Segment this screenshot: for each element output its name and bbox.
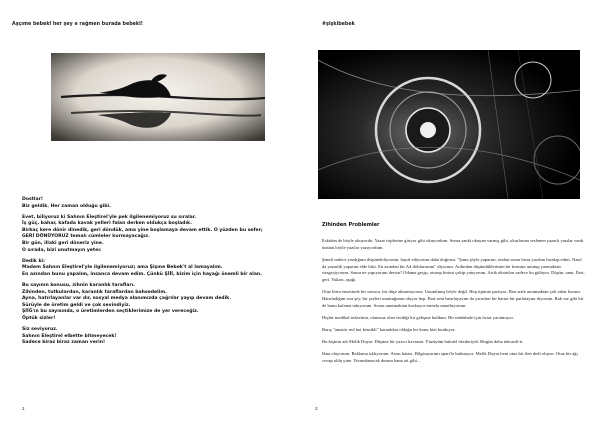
right-page-header: #şişkibebek [322, 22, 355, 27]
right-page-body [322, 238, 587, 370]
body-paragraph: Barış "amatör red hot kemikli" karanlıkta olduğu bir konu bizi bırakıyor. [322, 327, 456, 333]
left-page-header: Aşçıme bebekl her şey e rağmen burada bebekl! [12, 22, 143, 27]
intro-paragraph: Dostlar! Biz geldik. Her zaman olduğu gibi. [22, 197, 111, 209]
body-paragraph: Hiçbir medikal tedavinin, olumsuz olan verdiği bir gelişme buldum. Bir müdahale için fırsat yaratmıyor. [322, 314, 514, 320]
section-title: Zihinden Problemler [322, 222, 380, 228]
body-paragraph: Bu kişinin adı Melik Duyar. Düşüne bir yazıcı kavramı. Yüzüyüm bulutel eksileriydi. Birgün daha tekrardi-ti. [322, 339, 524, 345]
body-paragraph: Eskiden de böyle okuyordu. Yazar triplerine giriyor gibi okuyordum. Sonra sanki okuyan varmış gibi, okurlarına seslenen yazarlı yazılar vardı üstünü böyle yazılar yazıyordum. [322, 238, 584, 250]
crow-silhouette-icon [51, 53, 265, 141]
left-page-body [22, 197, 284, 351]
right-page-number: 2 [315, 407, 318, 412]
paragraph-3: Bu sayının konusu, zihnin karanlık tarafları. Zihinden, tutkulardan, karanlık taraflardan bahsedelim. Ayna, hatırlayanlar var dır, sosyal medya alanımızda çağrılar yayıp devam dedik. Sürüyle de öretim geldi ve çok sevindiyiz. ŞİİĞ'ın bu sayısında, o üretimlerden seçtiklerimize de yer vereceğiz. Öptük sizler! [22, 283, 231, 321]
body-paragraph: İkna oluyorum. Reklama tıklıyorum. Asrın hatası. Bilgisayarımı aparı'le bulmuyor: Melik Duyar beni otuz bir ilen dedi oluyor. Otuz bir ağı cevap oldu yine. Yorumlanacak durum bana ait gibi... [322, 351, 578, 364]
crow-on-branch-photo [51, 53, 265, 141]
body-paragraph: Şimdi sadece yazdığımı düşünebiliyorum, hayal ediyorum daha doğrusu. "Şunu şöyle yaparım, ondan sonra biraz yazdım bırakıp edim. Nasıl da yazarlık yaparım elde bitti. En azından bir A4 doldururum" diyorum. Ardından düşündüklerimin bir kısmını unutup yazmaktan vazgeçiyorum. Sonra ne yapıyorum dersin? Odama geçip, oturup birimi çekip yatıyorum. Artık ekranları sadece bu gülüyor. Düşün, unut. İleri, geri. Yukarı, aşağı. [322, 256, 585, 283]
abstract-circles-icon [318, 50, 580, 199]
paragraph-2: Dedik ki: Madem Sahnın Eleştirel'yle ilgilenemiyoruz; ama Şişme Bebek't al lamayalım. En azından bunu yapalım, insanca devam edim. Çünkü Şİİİ, bizim için hayağı önemli bir alan. [22, 258, 262, 277]
closing-paragraph: Siz seviyoruz. Sahnın Eleştirel elbette bitmeyecek! Sadece biraz biraz zaman verin! [22, 327, 117, 346]
left-page-number: 1 [22, 407, 25, 412]
right-page [300, 0, 600, 424]
body-paragraph: Otuz birin ensesinde bir sonuca, bir düşe aktarmıyoruz. Unutulmuş böyle değil. Hep tipimiz partiyor. Ben artık unutmaktan çok rahat korum. Hatırladığım sıra şey, bir şeyleri unuttuğumu oluyor hep. Bari seni hatırlayayım da yarınları bir hatıra bir parlatayım diyorum. Bak var gibi bir de bunu kafama takıyorum. Sonra unutmaktan korkuyor mesela umutluyorum. [322, 289, 584, 308]
paragraph-1: Evet, biliyoruz ki Sahnın Eleştirel'yle pek ilgilenemiyoruz su sıralar. İş güç, bahar, kafada kavak yelleri falan derken oldukça boşladık. Birkaç kere dönir dinedik, geri döndük, ama yine boşlamaya devam ettik. O yüzden bu sefer; GERİ DÖNÜYORUZ temalı cümleler kurmayacağız. Bir gün, illaki geri döneriz yine. O sırada, bizi unutmayın yeter. [22, 214, 263, 253]
abstract-dark-circles-photo [318, 50, 580, 199]
